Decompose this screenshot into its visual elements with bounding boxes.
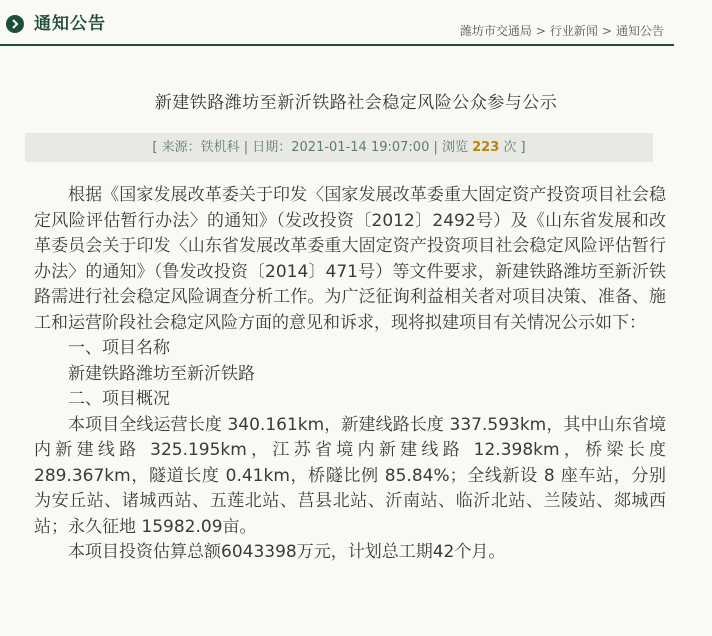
meta-views-label: | 浏览 xyxy=(429,140,473,155)
paragraph-investment: 本项目投资估算总额6043398万元，计划总工期42个月。 xyxy=(68,542,506,562)
breadcrumb-item-bureau[interactable]: 潍坊市交通局 xyxy=(459,24,532,38)
meta-date: 2021-01-14 19:07:00 xyxy=(291,140,430,155)
breadcrumb-separator: > xyxy=(601,24,612,38)
article-body xyxy=(34,183,666,566)
breadcrumb xyxy=(460,22,664,39)
paragraph-project-name: 新建铁路潍坊至新沂铁路 xyxy=(68,363,255,384)
breadcrumb-item-notices[interactable]: 通知公告 xyxy=(615,24,664,38)
chevron-right-icon xyxy=(6,15,24,33)
breadcrumb-separator: > xyxy=(535,24,546,38)
heading-project-overview: 二、项目概况 xyxy=(68,389,170,409)
meta-views-unit: 次 ] xyxy=(499,140,526,155)
meta-source: 铁机科 xyxy=(200,140,240,155)
section-title: 通知公告 xyxy=(34,14,106,34)
meta-view-count: 223 xyxy=(472,140,500,155)
breadcrumb-item-industry-news[interactable]: 行业新闻 xyxy=(549,24,598,38)
meta-open: [ 来源： xyxy=(152,140,201,155)
meta-date-label: | 日期： xyxy=(239,140,292,155)
heading-project-name: 一、项目名称 xyxy=(68,338,170,358)
header-divider xyxy=(0,44,674,46)
article-meta xyxy=(25,133,653,162)
paragraph-project-overview: 本项目全线运营长度 340.161km，新建线路长度 337.593km，其中山东省境内新建线路 325.195km，江苏省境内新建线路 12.398km，桥梁长度289.367km，隧道长度 0.41km，桥隧比例 85.84%；全线新设 8 座车站，分别为安丘站、诸城西站、五莲北站、莒县北站、沂南站、临沂北站、兰陵站、郯城西站；永久征地 15982.09亩。 xyxy=(34,414,666,537)
article-title: 新建铁路潍坊至新沂铁路社会稳定风险公众参与公示 xyxy=(154,93,558,113)
paragraph-intro: 根据《国家发展改革委关于印发〈国家发展改革委重大固定资产投资项目社会稳定风险评估暂行办法〉的通知》（发改投资〔2012〕2492号）及《山东省发展和改革委员会关于印发〈山东省发展改革委重大固定资产投资项目社会稳定风险评估暂行办法〉的通知》（鲁发改投资〔2014〕471号）等文件要求，新建铁路潍坊至新沂铁路需进行社会稳定风险调查分析工作。为广泛征询利益相关者对项目决策、准备、施工和运营阶段社会稳定风险方面的意见和诉求，现将拟建项目有关情况公示如下： xyxy=(34,185,666,333)
section-header xyxy=(0,0,712,46)
